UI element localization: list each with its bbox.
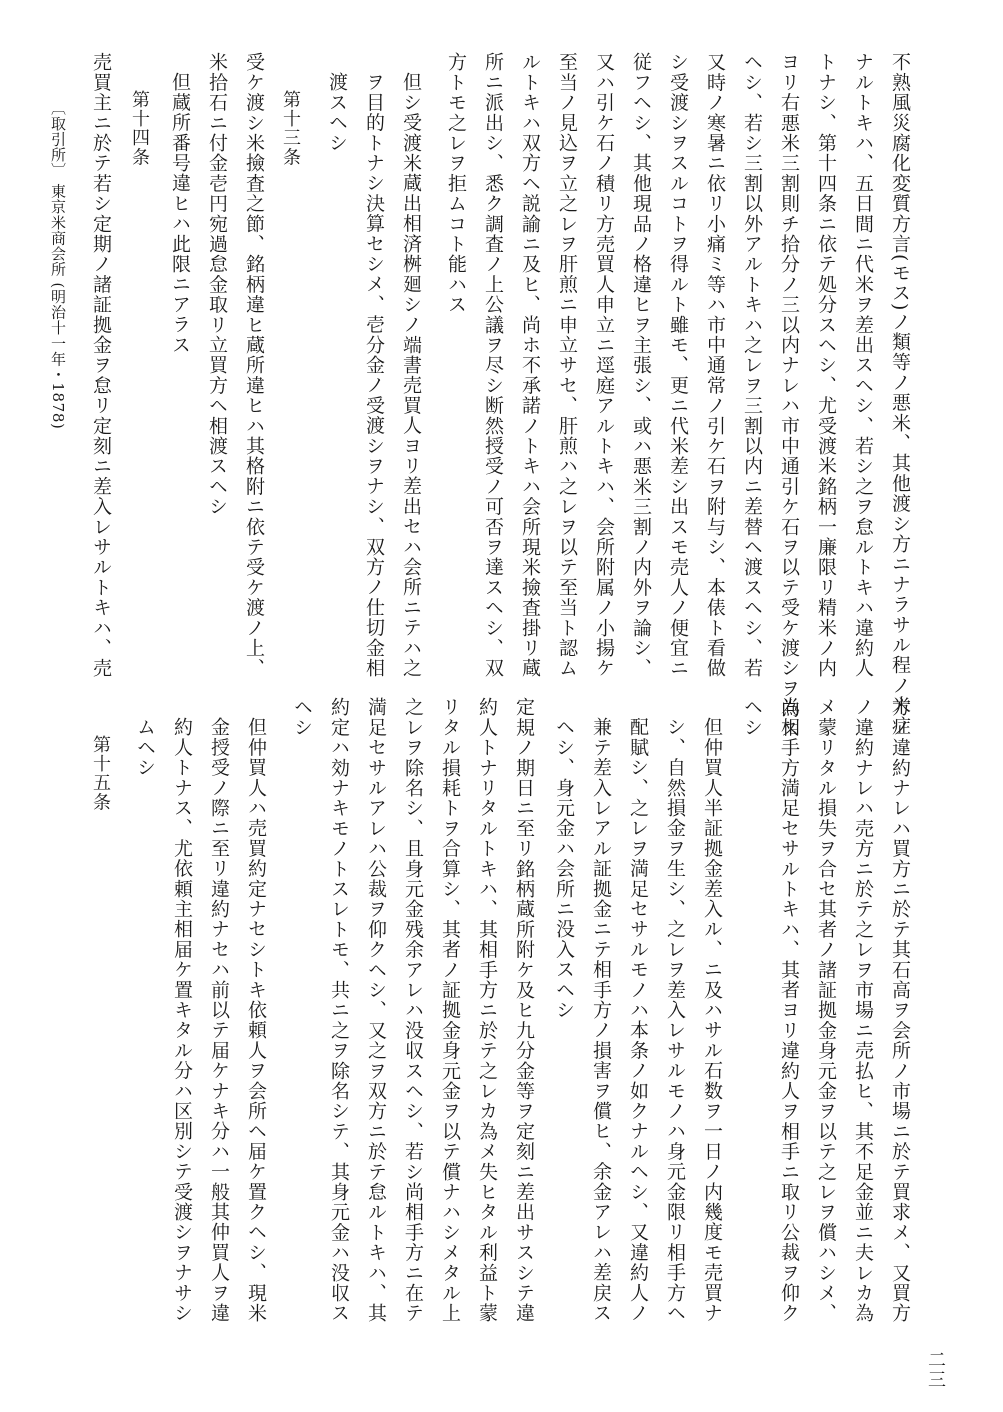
text-column: 約人トナス、尤依頼主相届ケ置キタル分ハ区別シテ受渡シヲナサシ: [171, 717, 193, 1323]
text-column: 但仲買人ハ売買約定ナセシトキ依頼人ヲ会所ヘ届ケ置クヘシ、現米: [245, 717, 267, 1323]
text-column: 満足セサルアレハ公裁ヲ仰クヘシ、又之ヲ双方ニ於テ怠ルトキハ、其: [365, 697, 387, 1324]
text-column: 方ノ違約ナレハ買方ニ於テ其石高ヲ会所ノ市場ニ於テ買求メ、又買方: [889, 697, 911, 1324]
text-column: ヘシ: [291, 697, 313, 738]
text-column: トナシ、第十四条ニ依テ処分スヘシ、尤受渡米銘柄一廉限リ精米ノ内: [815, 52, 837, 679]
text-column: 但シ受渡米蔵出相済桝廻シノ端書売買人ヨリ差出セハ会所ニテハ之: [400, 72, 422, 678]
text-column: 之レヲ除名シ、且身元金残余アレハ没収スヘシ、若シ尚相手方ニ在テ: [402, 697, 424, 1324]
text-column: 兼テ差入レアル証拠金ニテ相手方ノ損害ヲ償ヒ、余金アレハ差戻ス: [590, 717, 612, 1323]
text-column: 又時ノ寒暑ニ依リ小痛ミ等ハ市中通常ノ引ケ石ヲ附与シ、本俵ト看做: [704, 52, 726, 679]
article-heading: 第十四条: [129, 90, 150, 167]
text-column: 定規ノ期日ニ至リ銘柄蔵所附ケ及ヒ九分金等ヲ定刻ニ差出サスシテ違: [513, 697, 535, 1324]
text-column: ヲ目的トナシ決算セシメ、壱分金ノ受渡シヲナシ、双方ノ仕切金相: [363, 72, 385, 678]
text-column: ナルトキハ、五日間ニ代米ヲ差出スヘシ、若シ之ヲ怠ルトキハ違約人: [852, 52, 874, 679]
text-column: 約定ハ効ナキモノトスレトモ、共ニ之ヲ除名シテ、其身元金ハ没収ス: [328, 697, 350, 1324]
text-column: ヨリ右悪米三割則チ拾分ノ三以内ナレハ市中通引ケ石ヲ以テ受ケ渡シヲ為ス: [778, 52, 800, 739]
source-citation: 〔取引所〕 東京米商会所 (明治十一年・1878): [49, 100, 67, 430]
page-number: 二三: [925, 1350, 946, 1390]
text-column: ムヘシ: [134, 717, 156, 778]
text-column: 売買主ニ於テ若シ定期ノ諸証拠金ヲ怠リ定刻ニ差入レサルトキハ、売: [90, 52, 112, 679]
text-column: 尚相手方満足セサルトキハ、其者ヨリ違約人ヲ相手ニ取リ公裁ヲ仰ク: [778, 697, 800, 1324]
text-column: シ受渡シヲスルコトヲ得ルト雖モ、更ニ代米差シ出スモ売人ノ便宜ニ: [667, 52, 689, 679]
text-column: 不熟風災腐化変質方言(モス)ノ類等ノ悪米、其他渡シ方ニナラサル程ノ米症: [889, 52, 911, 736]
article-heading: 第十五条: [90, 735, 111, 812]
article-heading: 第十三条: [280, 90, 301, 167]
text-column: ヘシ、身元金ハ会所ニ没入スヘシ: [553, 717, 575, 1020]
text-column: 但仲買人半証拠金差入ル、ニ及ハサル石数ヲ一日ノ内幾度モ売買ナ: [701, 717, 723, 1323]
text-column: 至当ノ見込ヲ立之レヲ肝煎ニ申立サセ、肝煎ハ之レヲ以テ至当ト認ム: [556, 52, 578, 679]
text-column: ヘシ、若シ三割以外アルトキハ之レヲ三割以内ニ差替ヘ渡スヘシ、若: [741, 52, 763, 679]
text-column: 渡スヘシ: [326, 72, 348, 153]
text-column: シ、自然損金ヲ生シ、之レヲ差入レサルモノハ身元金限リ相手方ヘ: [664, 717, 686, 1323]
text-column: ノ違約ナレハ売方ニ於テ之レヲ市場ニ売払ヒ、其不足金並ニ夫レカ為: [852, 697, 874, 1324]
text-column: メ蒙リタル損失ヲ合セ其者ノ諸証拠金身元金ヲ以テ之レヲ償ハシメ、: [815, 697, 837, 1324]
text-column: 金授受ノ際ニ至リ違約ナセハ前以テ届ケナキ分ハ一般其仲買人ヲ違: [208, 717, 230, 1323]
text-column: 配賦シ、之レヲ満足セサルモノハ本条ノ如クナルヘシ、又違約人ノ: [627, 717, 649, 1323]
text-column: 米拾石ニ付金壱円宛過怠金取リ立買方ヘ相渡スヘシ: [206, 52, 228, 517]
text-column: リタル損耗トヲ合算シ、其者ノ証拠金身元金ヲ以テ償ナハシメタル上: [439, 697, 461, 1324]
text-column: ヘシ: [741, 697, 763, 738]
text-column: 所ニ派出シ、悉ク調査ノ上公議ヲ尽シ断然授受ノ可否ヲ達スヘシ、双: [482, 52, 504, 679]
text-column: 従フヘシ、其他現品ノ格違ヒヲ主張シ、或ハ悪米三割ノ内外ヲ論シ、: [630, 52, 652, 679]
text-column: 受ケ渡シ米撿査之節、銘柄違ヒ蔵所違ヒハ其格附ニ依テ受ケ渡ノ上、: [243, 52, 265, 679]
text-column: 約人トナリタルトキハ、其相手方ニ於テ之レカ為メ失ヒタル利益ト蒙: [476, 697, 498, 1324]
text-column: ルトキハ双方ヘ説諭ニ及ヒ、尚ホ不承諾ノトキハ会所現米撿査掛リ蔵: [519, 52, 541, 679]
text-column: 方トモ之レヲ拒ムコト能ハス: [445, 52, 467, 315]
text-column: 又ハ引ケ石ノ積リ方売買人申立ニ逕庭アルトキハ、会所附属ノ小揚ケ: [593, 52, 615, 679]
text-column: 但蔵所番号違ヒハ此限ニアラス: [169, 72, 191, 355]
